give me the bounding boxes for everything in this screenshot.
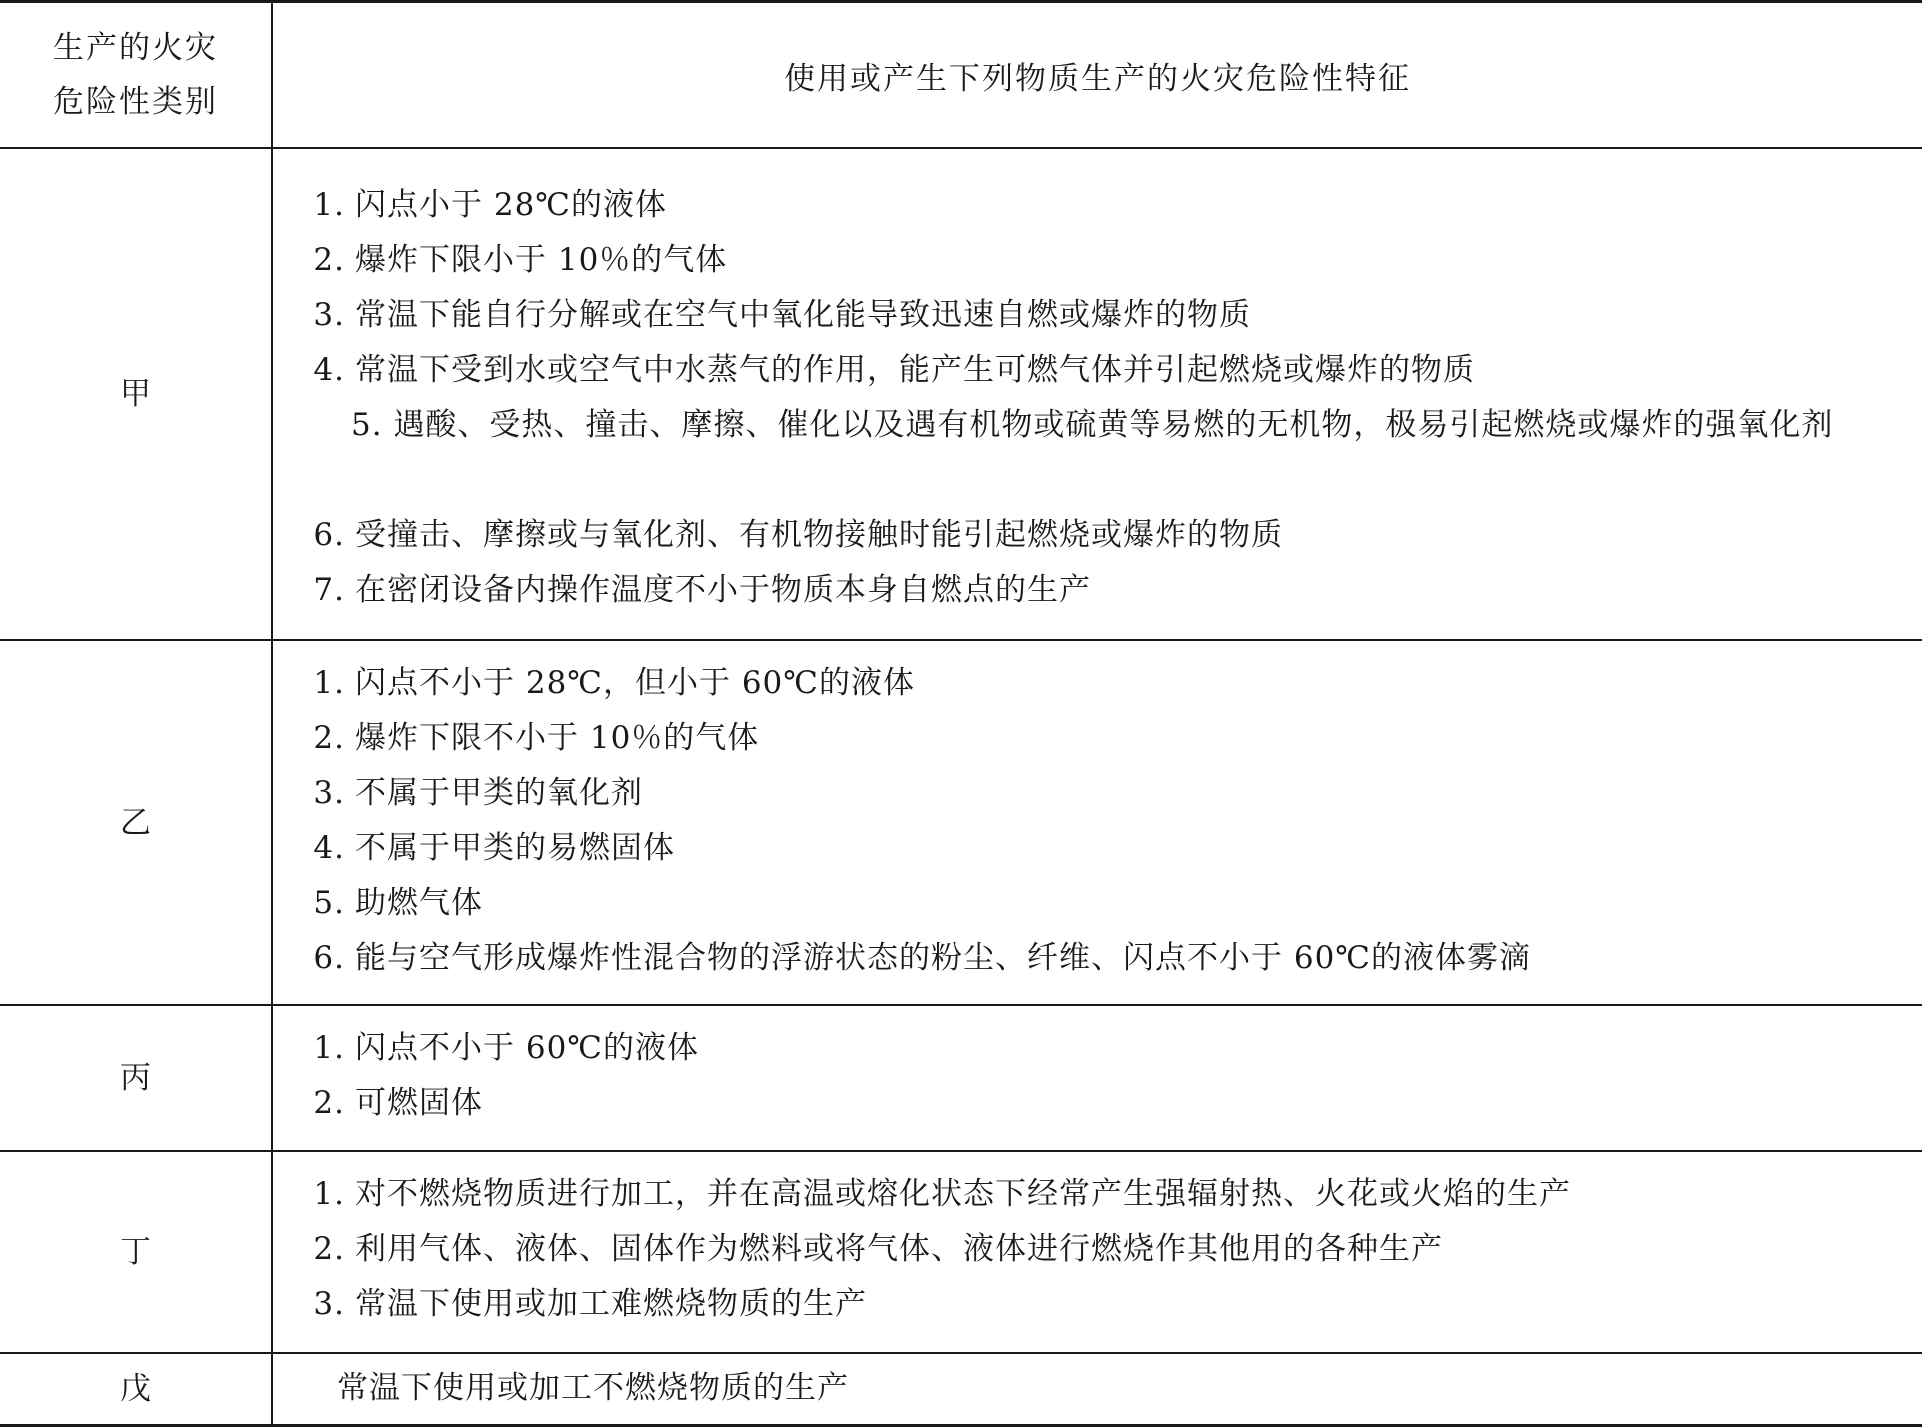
item-text: 遇酸、受热、撞击、摩擦、催化以及遇有机物或硫黄等易燃的无机物，极易引起燃烧或爆炸的强氧化剂 (393, 407, 1834, 443)
item-number: 1. (313, 187, 345, 223)
item-number: 6. (313, 940, 345, 976)
item-text: 闪点小于 28℃的液体 (355, 187, 667, 223)
list-item (299, 1222, 1908, 1277)
list-item (299, 876, 1908, 931)
header-feature-cell (273, 3, 1922, 147)
list-item (299, 931, 1908, 986)
list-item (299, 1167, 1908, 1222)
list-item (299, 343, 1908, 398)
item-text: 不属于甲类的易燃固体 (355, 830, 675, 866)
features-wu (273, 1354, 1922, 1424)
header-feature-text: 使用或产生下列物质生产的火灾危险性特征 (784, 60, 1411, 97)
category-yi: 乙 (120, 804, 151, 841)
item-text: 爆炸下限不小于 10％的气体 (355, 720, 760, 756)
item-number: 1. (313, 665, 345, 701)
item-text: 助燃气体 (355, 885, 483, 921)
item-text: 常温下能自行分解或在空气中氧化能导致迅速自燃或爆炸的物质 (355, 297, 1251, 333)
category-bing: 丙 (120, 1060, 151, 1096)
list-item (299, 563, 1908, 618)
category-ding: 丁 (120, 1234, 151, 1270)
item-number: 2. (313, 242, 345, 278)
list-item (299, 656, 1908, 711)
item-number: 2. (313, 1231, 345, 1267)
item-text: 可燃固体 (355, 1085, 483, 1121)
list-item (273, 398, 1914, 453)
list-item (299, 288, 1908, 343)
item-number: 3. (313, 1286, 345, 1322)
item-number: 4. (313, 830, 345, 866)
list-item (299, 711, 1908, 766)
item-number: 7. (313, 572, 345, 608)
item-number: 5. (351, 407, 383, 443)
list-item (299, 508, 1908, 563)
item-text: 常温下受到水或空气中水蒸气的作用，能产生可燃气体并引起燃烧或爆炸的物质 (355, 352, 1475, 388)
item-number: 4. (313, 352, 345, 388)
list-item (299, 178, 1908, 233)
item-number: 6. (313, 517, 345, 553)
item-number: 1. (313, 1176, 345, 1212)
item-text: 在密闭设备内操作温度不小于物质本身自燃点的生产 (355, 572, 1091, 608)
item-number: 2. (313, 1085, 345, 1121)
item-text: 常温下使用或加工难燃烧物质的生产 (355, 1286, 867, 1322)
item-text: 对不燃烧物质进行加工，并在高温或熔化状态下经常产生强辐射热、火花或火焰的生产 (355, 1176, 1571, 1212)
list-item (299, 1021, 1908, 1076)
list-item (299, 233, 1908, 288)
features-jia (273, 149, 1922, 639)
item-text: 利用气体、液体、固体作为燃料或将气体、液体进行燃烧作其他用的各种生产 (355, 1231, 1443, 1267)
list-item (299, 821, 1908, 876)
header-category-line-2: 危险性类别 (53, 84, 218, 120)
item-text: 爆炸下限小于 10％的气体 (355, 242, 728, 278)
item-number: 5. (313, 885, 345, 921)
item-text: 不属于甲类的氧化剂 (355, 775, 643, 811)
item-number: 1. (313, 1030, 345, 1066)
item-text: 受撞击、摩擦或与氧化剂、有机物接触时能引起燃烧或爆炸的物质 (355, 517, 1283, 553)
header-category-line-1: 生产的火灾 (53, 30, 218, 66)
features-yi (273, 641, 1922, 1004)
item-text: 闪点不小于 60℃的液体 (355, 1030, 699, 1066)
item-number: 3. (313, 775, 345, 811)
header-category-cell (0, 3, 271, 147)
list-item (299, 1076, 1908, 1131)
list-item (299, 1277, 1908, 1332)
list-item (299, 766, 1908, 821)
item-text: 能与空气形成爆炸性混合物的浮游状态的粉尘、纤维、闪点不小于 60℃的液体雾滴 (355, 940, 1531, 976)
item-text: 闪点不小于 28℃，但小于 60℃的液体 (355, 665, 915, 701)
features-ding (273, 1152, 1922, 1352)
category-jia: 甲 (120, 376, 151, 412)
item-number: 3. (313, 297, 345, 333)
feature-text: 常温下使用或加工不燃烧物质的生产 (337, 1370, 849, 1406)
features-bing (273, 1006, 1922, 1150)
item-number: 2. (313, 720, 345, 756)
category-wu: 戊 (120, 1371, 151, 1407)
